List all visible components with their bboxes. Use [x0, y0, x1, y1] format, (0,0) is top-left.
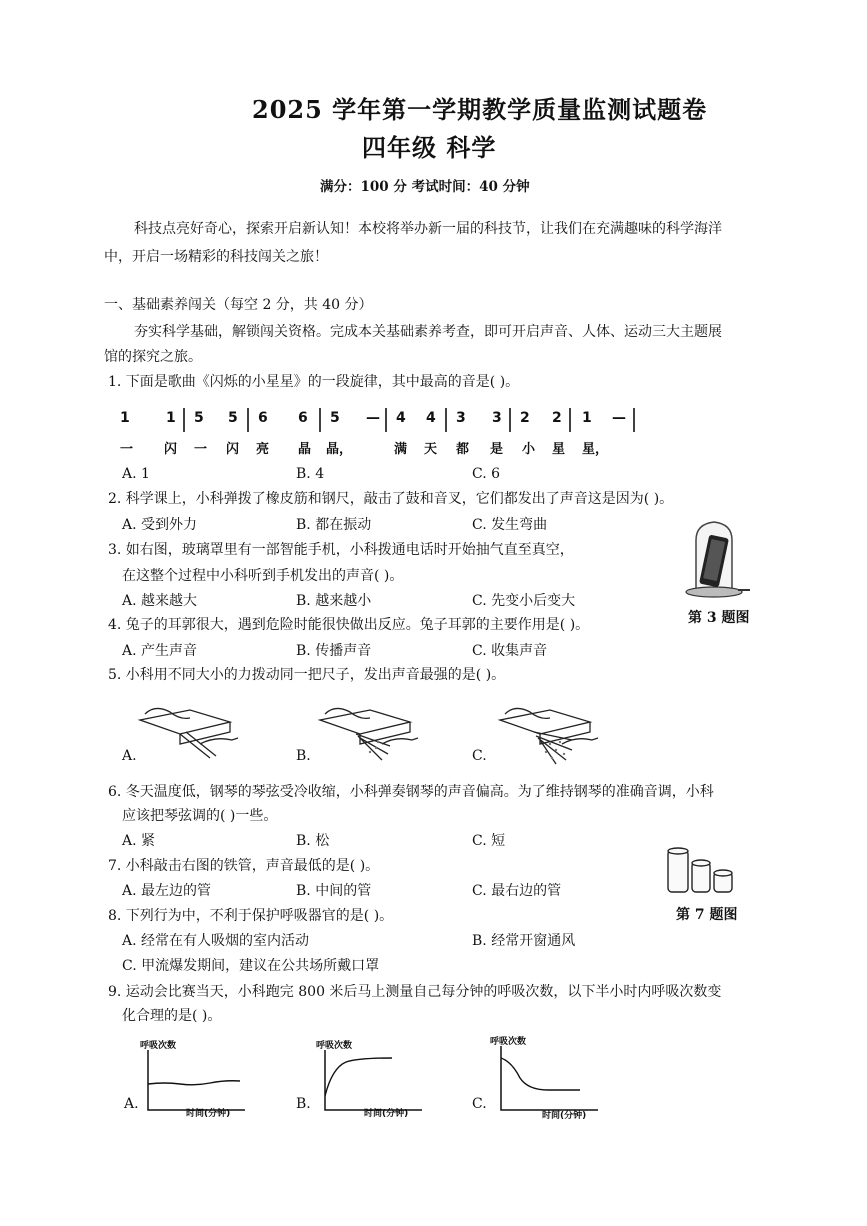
melody-lyric: 晶	[298, 442, 312, 457]
q9-stem-2: 化合理的是( )。	[122, 1008, 222, 1024]
q5-option-c[interactable]: C.	[472, 748, 487, 764]
melody-note: 2	[520, 410, 530, 426]
graph-c-ylabel: 呼吸次数	[490, 1037, 527, 1047]
section-heading: 一、基础素养闯关（每空 2 分，共 40 分）	[104, 297, 373, 313]
q4-option-a[interactable]: A. 产生声音	[122, 643, 198, 659]
q1-option-b[interactable]: B. 4	[296, 466, 325, 482]
melody-lyric: 闪	[226, 442, 240, 457]
q3-stem-1: 3. 如右图，玻璃罩里有一部智能手机，小科拨通电话时开始抽气直至真空，	[108, 542, 574, 558]
melody-note: —	[366, 410, 380, 426]
melody-note: 6	[258, 410, 268, 426]
q8-option-b[interactable]: B. 经常开窗通风	[472, 933, 576, 949]
graph-b-ylabel: 呼吸次数	[316, 1041, 353, 1051]
graph-c-xlabel: 时间(分钟)	[542, 1111, 587, 1121]
melody-lyric: 一	[120, 442, 134, 457]
melody-note: 4	[396, 410, 406, 426]
q8-option-a[interactable]: A. 经常在有人吸烟的室内活动	[122, 933, 310, 949]
section-desc-2: 馆的探究之旅。	[104, 349, 202, 365]
q7-option-b[interactable]: B. 中间的管	[296, 883, 372, 899]
intro-line-1: 科技点亮好奇心，探索开启新认知！本校将举办新一届的科技节，让我们在充满趣味的科学海洋	[134, 221, 722, 237]
q1-stem: 1. 下面是歌曲《闪烁的小星星》的一段旋律，其中最高的音是( )。	[108, 374, 520, 390]
q2-stem: 2. 科学课上，小科弹拨了橡皮筋和钢尺，敲击了鼓和音叉，它们都发出了声音这是因为( )。	[108, 491, 674, 507]
q6-option-b[interactable]: B. 松	[296, 833, 330, 849]
q3-stem-2: 在这整个过程中小科听到手机发出的声音( )。	[122, 568, 404, 584]
melody-lyric: 星，	[582, 442, 609, 457]
bell-jar-phone-figure	[684, 518, 754, 598]
graph-a-xlabel: 时间(分钟)	[186, 1109, 231, 1119]
melody-note: 3	[456, 410, 466, 426]
melody-lyric: 晶，	[326, 442, 353, 457]
q9-option-c[interactable]: C.	[472, 1096, 487, 1112]
q4-option-c[interactable]: C. 收集声音	[472, 643, 548, 659]
melody-note: 1	[166, 410, 176, 426]
melody-note: 1	[120, 410, 130, 426]
q4-stem: 4. 兔子的耳郭很大，遇到危险时能很快做出反应。兔子耳郭的主要作用是( )。	[108, 617, 590, 633]
q2-option-b[interactable]: B. 都在振动	[296, 517, 372, 533]
melody-lyric: 满	[394, 442, 408, 457]
melody-note: 2	[552, 410, 562, 426]
melody-lyric: 闪	[164, 442, 178, 457]
melody-note: 6	[298, 410, 308, 426]
ruler-plucking-figures	[120, 700, 740, 770]
q5-stem: 5. 小科用不同大小的力拨动同一把尺子，发出声音最强的是( )。	[108, 667, 506, 683]
melody-note: 5	[194, 410, 204, 426]
q8-option-c[interactable]: C. 甲流爆发期间，建议在公共场所戴口罩	[122, 958, 380, 974]
exam-meta: 满分：100 分 考试时间：40 分钟	[320, 179, 530, 195]
melody-note: 4	[426, 410, 436, 426]
intro-line-2: 中，开启一场精彩的科技闯关之旅！	[104, 249, 328, 265]
melody-note: —	[612, 410, 626, 426]
page-subtitle: 四年级 科学	[362, 133, 497, 162]
melody-lyric: 亮	[256, 442, 270, 457]
q3-option-b[interactable]: B. 越来越小	[296, 593, 372, 609]
melody-lyric: 都	[456, 442, 470, 457]
melody-lyric: 一	[194, 442, 208, 457]
melody-note: 5	[330, 410, 340, 426]
q7-option-c[interactable]: C. 最右边的管	[472, 883, 562, 899]
q6-stem-2: 应该把琴弦调的( )一些。	[122, 808, 278, 824]
q1-option-a[interactable]: A. 1	[122, 466, 150, 482]
q9-stem-1: 9. 运动会比赛当天，小科跑完 800 米后马上测量自己每分钟的呼吸次数，以下半小时内呼吸次数变	[108, 984, 722, 1000]
q9-option-a[interactable]: A.	[124, 1096, 139, 1112]
melody-note: 3	[492, 410, 502, 426]
page-title: 2025 学年第一学期教学质量监测试题卷	[252, 95, 708, 124]
melody-note: 1	[582, 410, 592, 426]
q7-stem: 7. 小科敲击右图的铁管，声音最低的是( )。	[108, 858, 380, 874]
q7-option-a[interactable]: A. 最左边的管	[122, 883, 212, 899]
melody-lyric: 小	[522, 442, 536, 457]
melody-lyric: 星	[552, 442, 566, 457]
q3-option-a[interactable]: A. 越来越大	[122, 593, 198, 609]
q5-option-b[interactable]: B.	[296, 748, 311, 764]
q1-option-c[interactable]: C. 6	[472, 466, 501, 482]
iron-pipes-figure	[664, 846, 744, 896]
q3-option-c[interactable]: C. 先变小后变大	[472, 593, 576, 609]
melody-note: 5	[228, 410, 238, 426]
q2-option-c[interactable]: C. 发生弯曲	[472, 517, 548, 533]
q6-option-a[interactable]: A. 紧	[122, 833, 156, 849]
q6-stem-1: 6. 冬天温度低，钢琴的琴弦受冷收缩，小科弹奏钢琴的声音偏高。为了维持钢琴的准确音调，小科	[108, 784, 714, 800]
q9-option-b[interactable]: B.	[296, 1096, 311, 1112]
section-desc-1: 夯实科学基础，解锁闯关资格。完成本关基础素养考查，即可开启声音、人体、运动三大主题展	[134, 324, 722, 340]
graph-a-ylabel: 呼吸次数	[140, 1041, 177, 1051]
q6-option-c[interactable]: C. 短	[472, 833, 506, 849]
q3-figure-caption: 第 3 题图	[688, 610, 750, 626]
q8-stem: 8. 下列行为中，不利于保护呼吸器官的是( )。	[108, 908, 394, 924]
melody-lyric: 天	[424, 442, 438, 457]
q5-option-a[interactable]: A.	[122, 748, 137, 764]
q2-option-a[interactable]: A. 受到外力	[122, 517, 198, 533]
melody-lyric: 是	[490, 442, 504, 457]
q7-figure-caption: 第 7 题图	[676, 907, 738, 923]
graph-b-xlabel: 时间(分钟)	[364, 1109, 409, 1119]
q4-option-b[interactable]: B. 传播声音	[296, 643, 372, 659]
